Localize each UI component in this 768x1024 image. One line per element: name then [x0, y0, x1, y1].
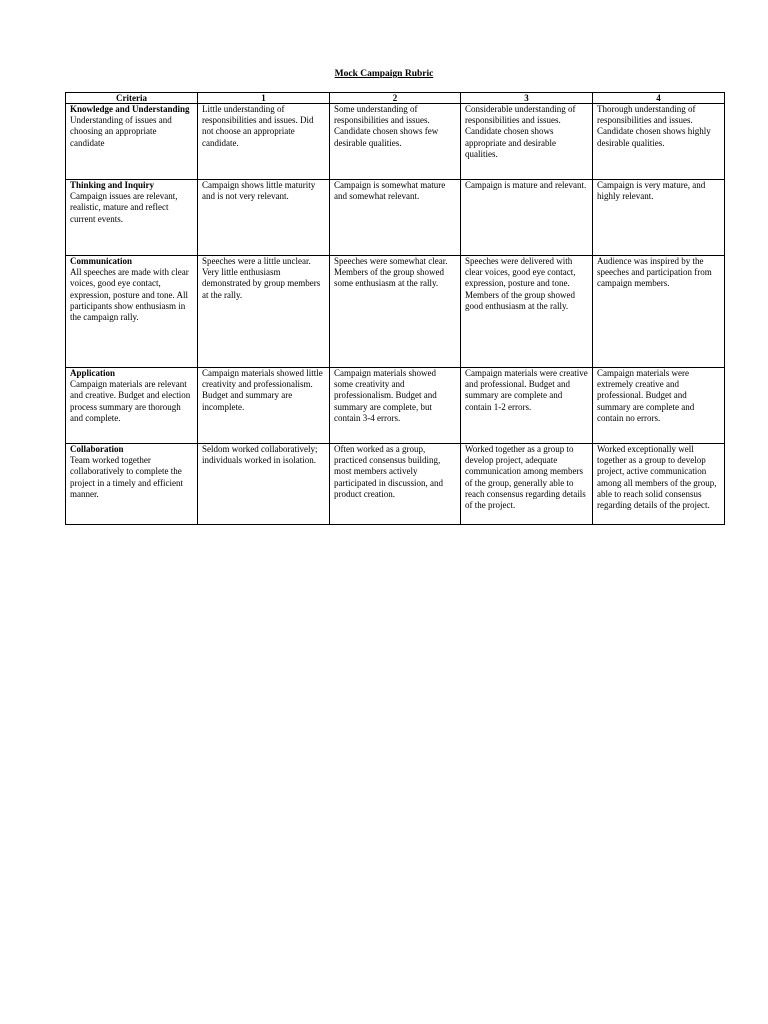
level-3-cell: Worked together as a group to develop project, adequate communication among members of the group, generally able to reach consensus regarding details of the project.: [461, 444, 593, 525]
header-level-2: 2: [330, 93, 461, 104]
criteria-description: Team worked together collaboratively to complete the project in a timely and efficient manner.: [70, 455, 184, 499]
criteria-description: Understanding of issues and choosing an appropriate candidate: [70, 115, 172, 148]
criteria-cell: [66, 180, 198, 256]
level-4-cell: Worked exceptionally well together as a group to develop project, active communication among all members of the group, able to reach solid consensus regarding details of the project.: [593, 444, 725, 525]
criteria-cell: [66, 368, 198, 444]
header-level-4: 4: [593, 93, 725, 104]
criteria-cell: [66, 444, 198, 525]
criteria-description: Campaign issues are relevant, realistic, mature and reflect current events.: [70, 191, 178, 224]
table-row: [66, 368, 725, 444]
level-2-cell: Campaign is somewhat mature and somewhat relevant.: [330, 180, 461, 256]
header-level-3: 3: [461, 93, 593, 104]
level-2-cell: Some understanding of responsibilities and issues. Candidate chosen shows few desirable qualities.: [330, 104, 461, 180]
rubric-table: [65, 92, 725, 525]
level-2-cell: Often worked as a group, practiced consensus building, most members actively participated in discussion, and product creation.: [330, 444, 461, 525]
level-1-cell: Campaign materials showed little creativity and professionalism. Budget and summary are incomplete.: [198, 368, 330, 444]
level-2-cell: Speeches were somewhat clear. Members of the group showed some enthusiasm at the rally.: [330, 256, 461, 368]
level-1-cell: Seldom worked collaboratively; individuals worked in isolation.: [198, 444, 330, 525]
level-4-cell: Thorough understanding of responsibilities and issues. Candidate chosen shows highly desirable qualities.: [593, 104, 725, 180]
level-3-cell: Considerable understanding of responsibilities and issues. Candidate chosen shows appropriate and desirable qualities.: [461, 104, 593, 180]
criteria-cell: [66, 104, 198, 180]
criteria-cell: [66, 256, 198, 368]
criteria-name: Knowledge and Understanding: [70, 104, 190, 114]
level-1-cell: Little understanding of responsibilities and issues. Did not choose an appropriate candidate.: [198, 104, 330, 180]
criteria-name: Collaboration: [70, 444, 124, 454]
table-row: [66, 444, 725, 525]
level-4-cell: Audience was inspired by the speeches and participation from campaign members.: [593, 256, 725, 368]
level-4-cell: Campaign materials were extremely creative and professional. Budget and summary are complete and contain no errors.: [593, 368, 725, 444]
level-1-cell: Speeches were a little unclear. Very little enthusiasm demonstrated by group members at the rally.: [198, 256, 330, 368]
table-row: [66, 256, 725, 368]
header-criteria: Criteria: [66, 93, 198, 104]
header-row: [66, 93, 725, 104]
level-1-cell: Campaign shows little maturity and is not very relevant.: [198, 180, 330, 256]
level-3-cell: Campaign materials were creative and professional. Budget and summary are complete and contain 1-2 errors.: [461, 368, 593, 444]
criteria-description: Campaign materials are relevant and creative. Budget and election process summary are thorough and complete.: [70, 379, 191, 423]
criteria-name: Thinking and Inquiry: [70, 180, 155, 190]
table-row: [66, 180, 725, 256]
criteria-description: All speeches are made with clear voices, good eye contact, expression, posture and tone. All participants show enthusiasm in the campaign rally.: [70, 267, 189, 323]
header-level-1: 1: [198, 93, 330, 104]
level-4-cell: Campaign is very mature, and highly relevant.: [593, 180, 725, 256]
level-3-cell: Campaign is mature and relevant.: [461, 180, 593, 256]
table-row: [66, 104, 725, 180]
level-2-cell: Campaign materials showed some creativity and professionalism. Budget and summary are complete, but contain 3-4 errors.: [330, 368, 461, 444]
criteria-name: Communication: [70, 256, 133, 266]
criteria-name: Application: [70, 368, 116, 378]
level-3-cell: Speeches were delivered with clear voices, good eye contact, expression, posture and tone. Members of the group showed good enthusiasm at the rally.: [461, 256, 593, 368]
document-title: Mock Campaign Rubric: [334, 69, 434, 79]
